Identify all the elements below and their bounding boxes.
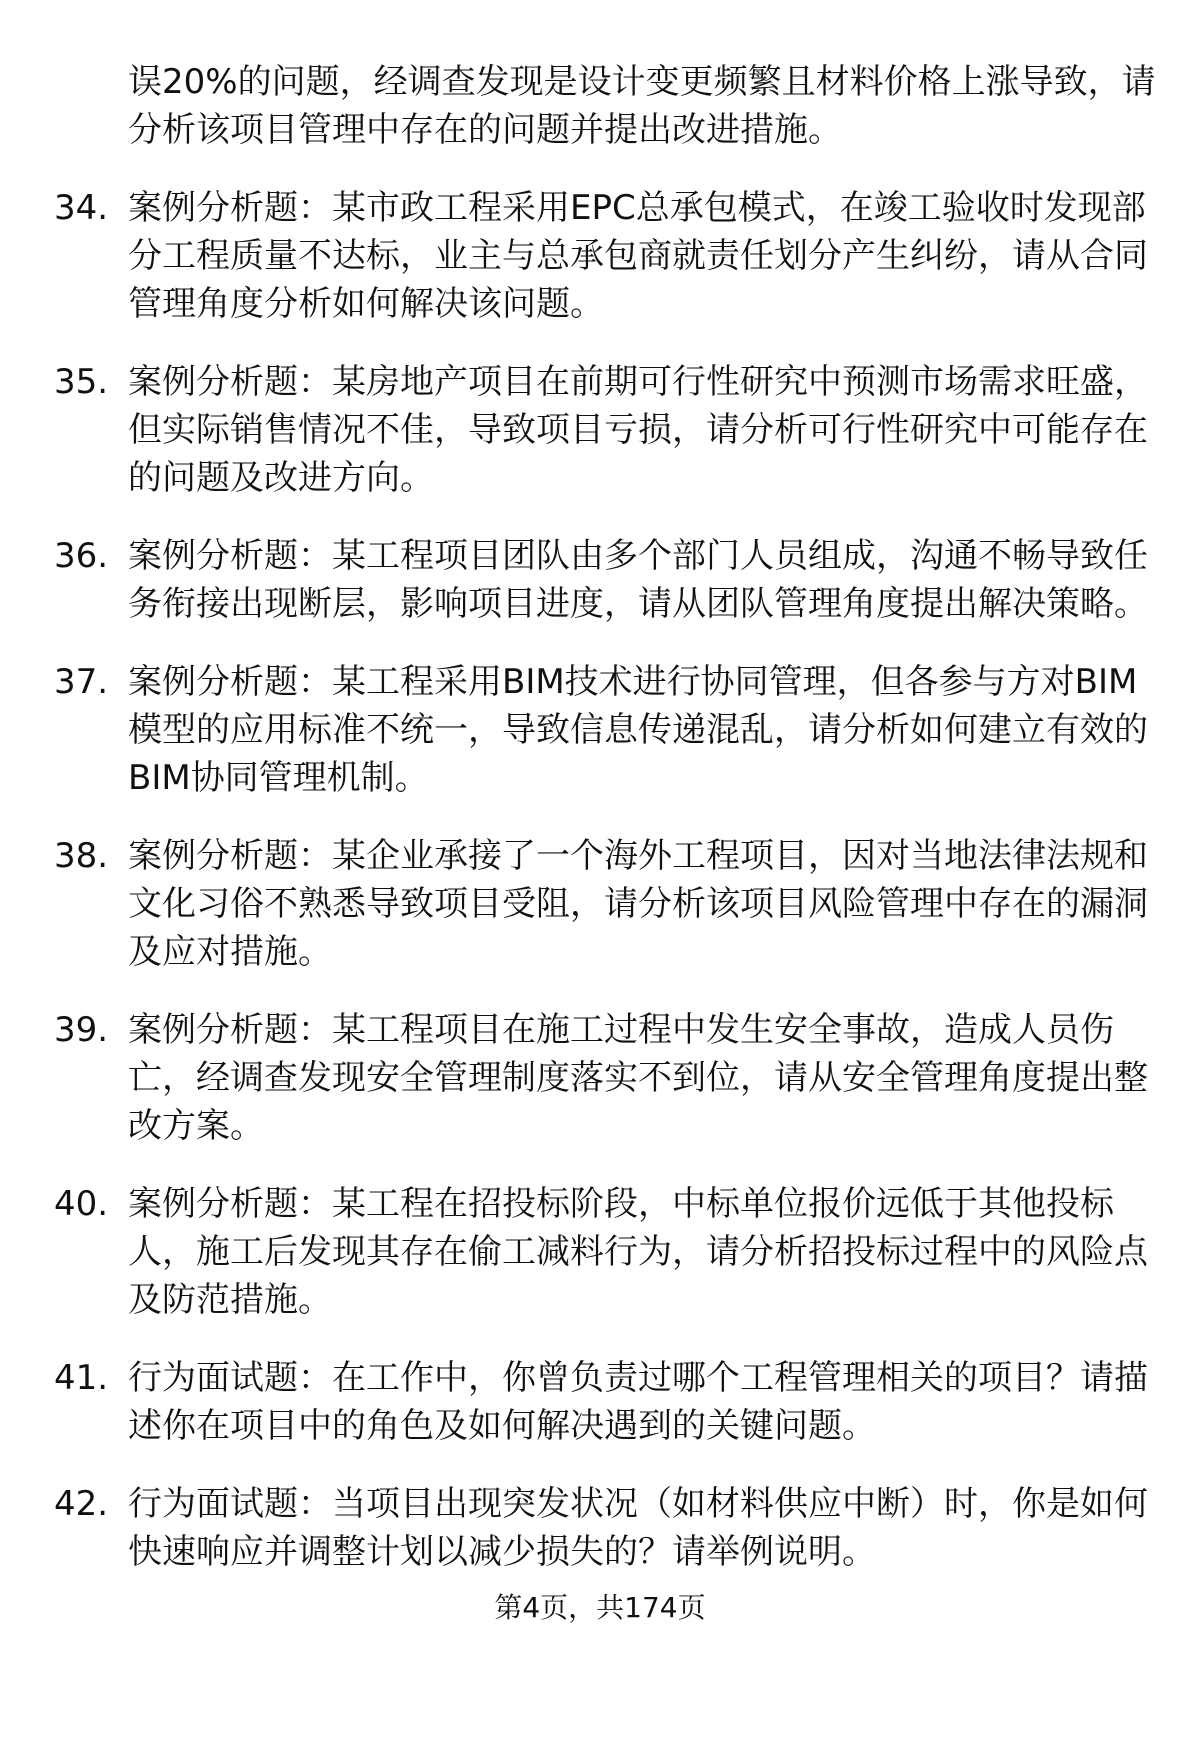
question-item [0, 58, 1200, 154]
question-item [0, 1006, 1200, 1150]
question-number: 34. [54, 188, 109, 228]
question-text: 案例分析题：某房地产项目在前期可行性研究中预测市场需求旺盛，但实际销售情况不佳，导致项目亏损，请分析可行性研究中可能存在的问题及改进方向。 [128, 362, 1148, 498]
question-text: 误20%的问题，经调查发现是设计变更频繁且材料价格上涨导致，请分析该项目管理中存在的问题并提出改进措施。 [128, 62, 1156, 150]
question-text: 案例分析题：某工程项目团队由多个部门人员组成，沟通不畅导致任务衔接出现断层，影响项目进度，请从团队管理角度提出解决策略。 [128, 536, 1148, 624]
question-number: 41. [54, 1358, 109, 1398]
question-item [0, 658, 1200, 802]
page-footer: 第4页，共174页 [494, 1591, 706, 1624]
question-number: 38. [54, 836, 109, 876]
question-item [0, 184, 1200, 328]
question-number: 37. [54, 662, 109, 702]
question-number: 39. [54, 1010, 109, 1050]
question-item [0, 832, 1200, 976]
question-text: 案例分析题：某企业承接了一个海外工程项目，因对当地法律法规和文化习俗不熟悉导致项目受阻，请分析该项目风险管理中存在的漏洞及应对措施。 [128, 836, 1148, 972]
question-item [0, 532, 1200, 628]
question-text: 行为面试题：当项目出现突发状况（如材料供应中断）时，你是如何快速响应并调整计划以减少损失的？请举例说明。 [128, 1484, 1148, 1572]
question-text: 案例分析题：某工程在招投标阶段，中标单位报价远低于其他投标人，施工后发现其存在偷工减料行为，请分析招投标过程中的风险点及防范措施。 [128, 1184, 1148, 1320]
question-item [0, 358, 1200, 502]
question-number: 40. [54, 1184, 109, 1224]
question-text: 行为面试题：在工作中，你曾负责过哪个工程管理相关的项目？请描述你在项目中的角色及如何解决遇到的关键问题。 [128, 1358, 1148, 1446]
question-item [0, 1354, 1200, 1450]
question-number: 36. [54, 536, 109, 576]
question-text: 案例分析题：某市政工程采用EPC总承包模式，在竣工验收时发现部分工程质量不达标，业主与总承包商就责任划分产生纠纷，请从合同管理角度分析如何解决该问题。 [128, 188, 1148, 324]
question-number: 42. [54, 1484, 109, 1524]
question-text: 案例分析题：某工程项目在施工过程中发生安全事故，造成人员伤亡，经调查发现安全管理制度落实不到位，请从安全管理角度提出整改方案。 [128, 1010, 1148, 1146]
question-item [0, 1180, 1200, 1324]
question-item [0, 1480, 1200, 1576]
question-number: 35. [54, 362, 109, 402]
question-text: 案例分析题：某工程采用BIM技术进行协同管理，但各参与方对BIM模型的应用标准不统一，导致信息传递混乱，请分析如何建立有效的BIM协同管理机制。 [128, 662, 1148, 798]
